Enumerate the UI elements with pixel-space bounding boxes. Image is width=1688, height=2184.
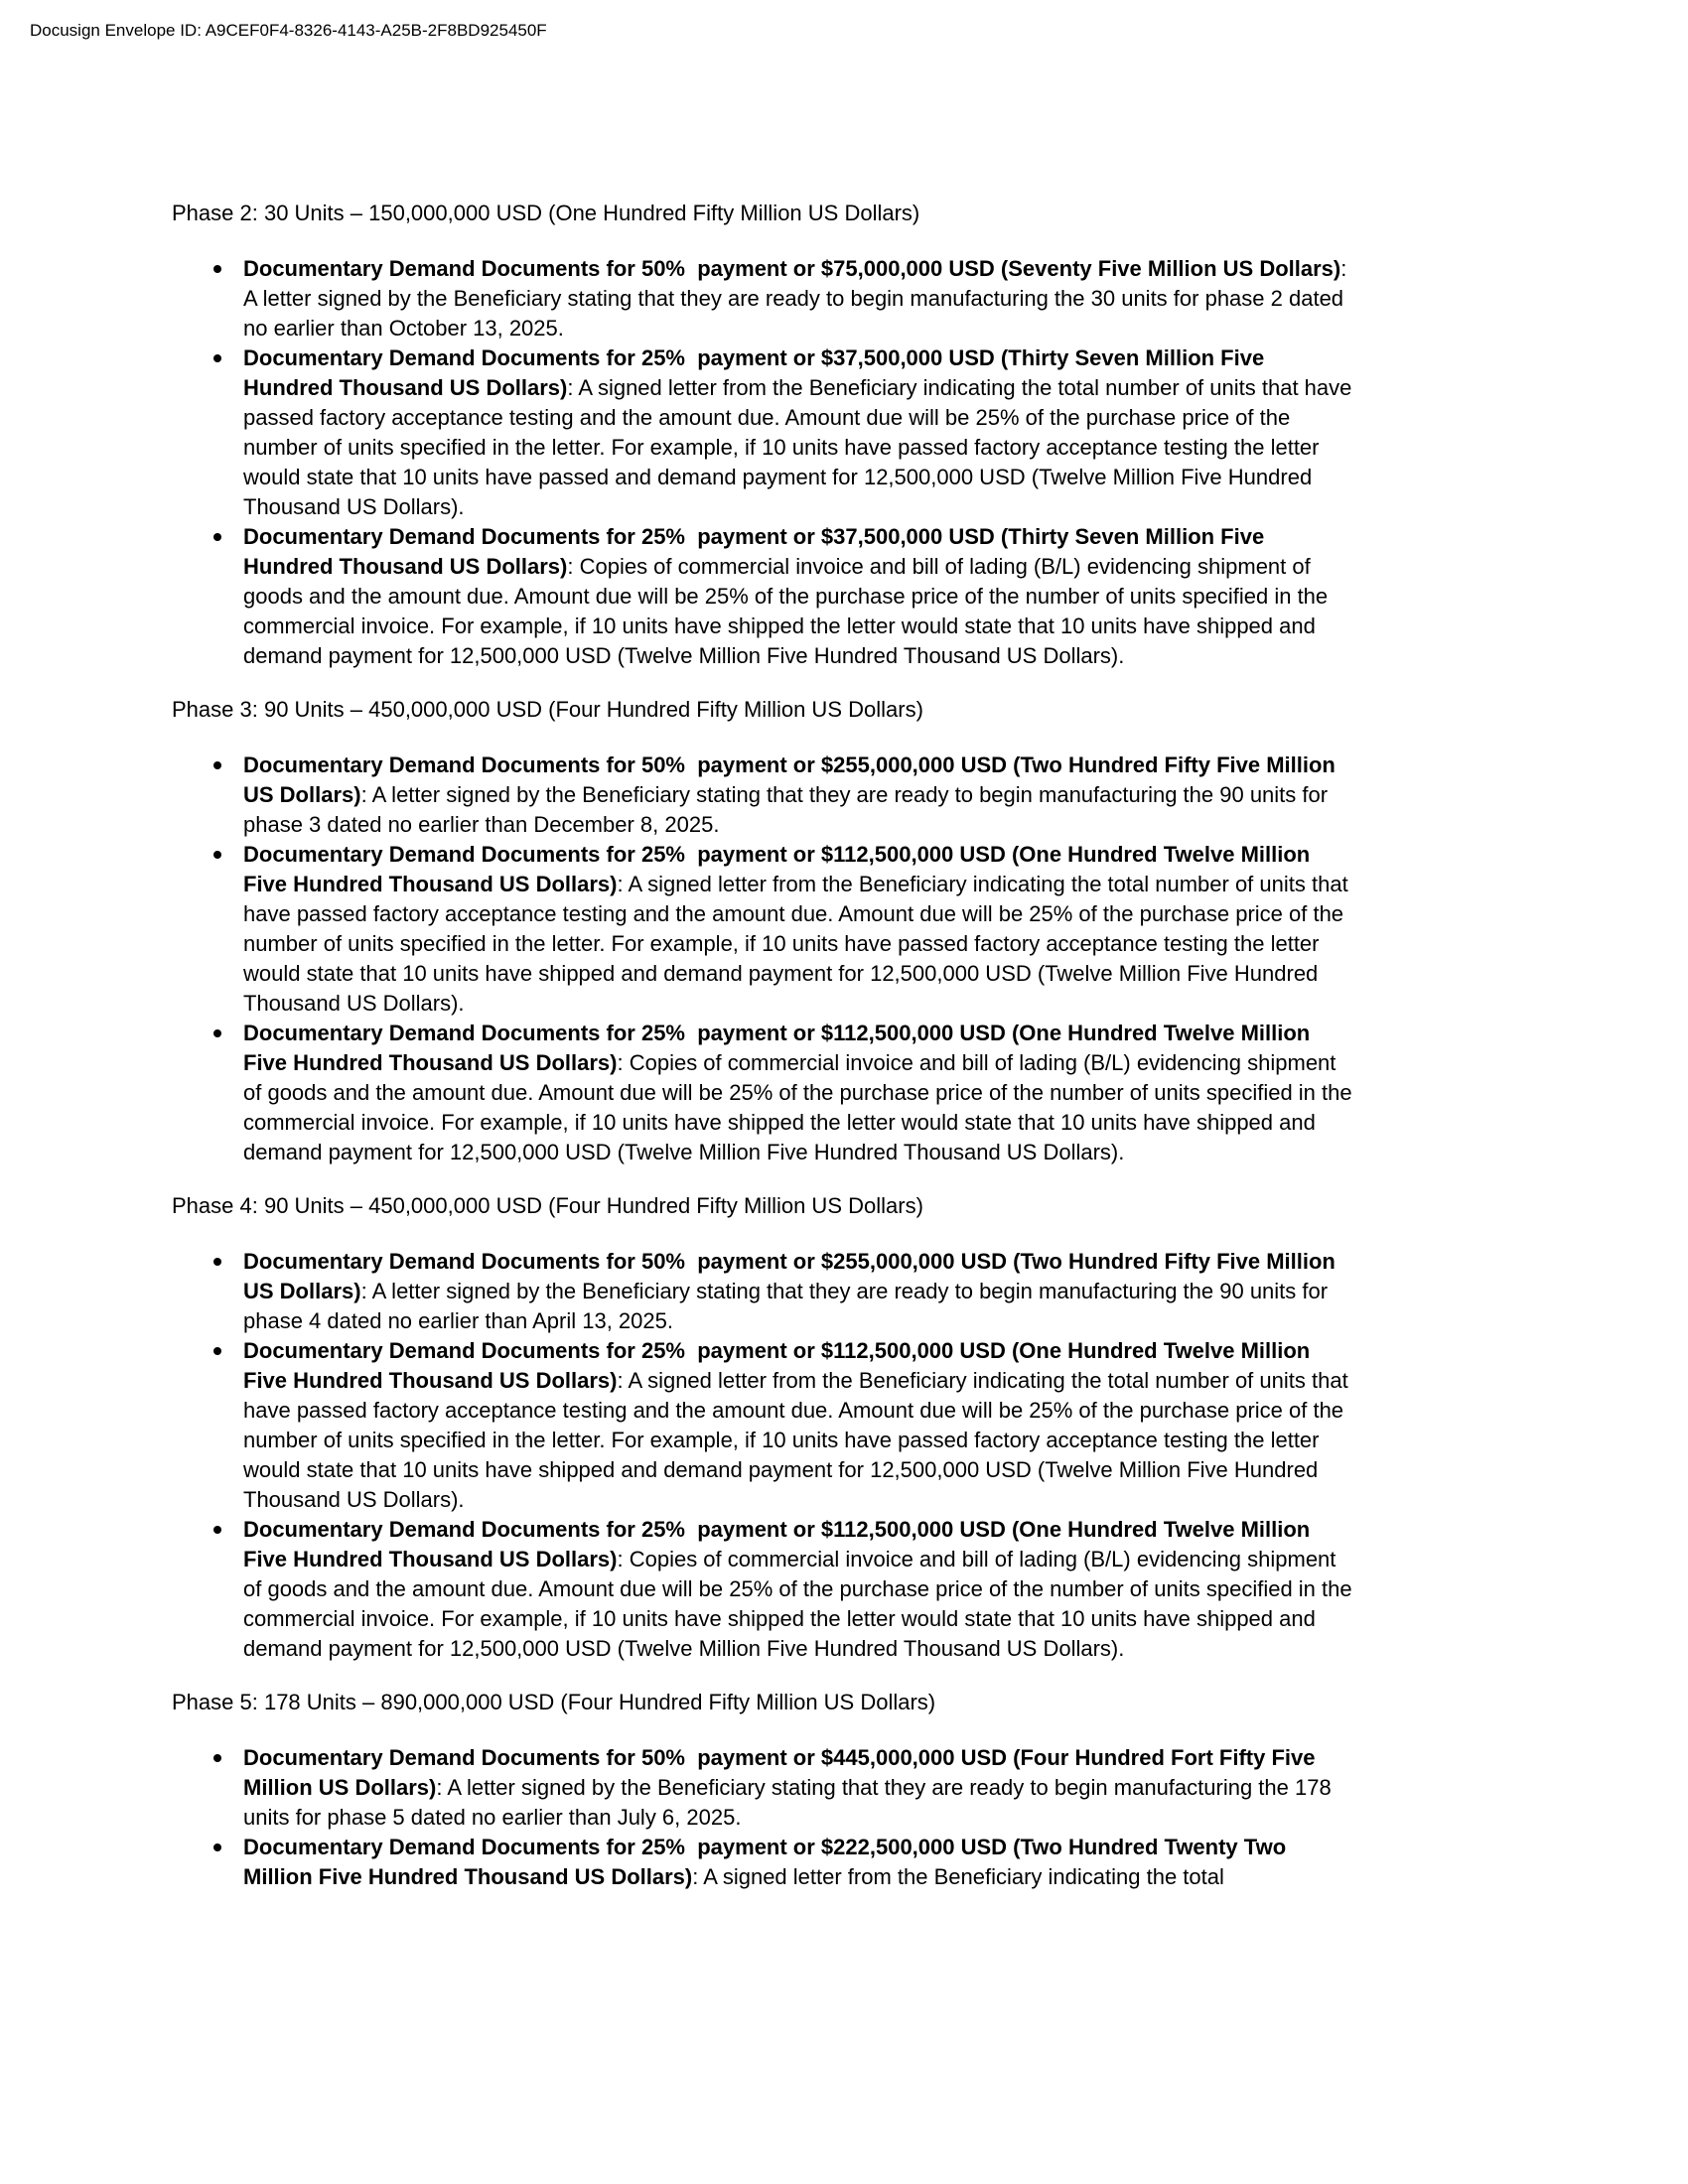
bullet-bold-lead: Documentary Demand Documents for 50% payment or $75,000,000 USD (Seventy Five Million US Dollars) bbox=[243, 256, 1341, 281]
bullet-text bbox=[243, 1515, 1355, 1664]
bullet-body: : Copies of commercial invoice and bill of lading (B/L) evidencing shipment of goods and the amount due. Amount due will be 25% of the purchase price of the number of units specified in the commercial invoice. For example, if 10 units have shipped the letter would state that 10 units have shipped and demand payment for 12,500,000 USD (Twelve Million Five Hundred Thousand US Dollars). bbox=[243, 1547, 1352, 1661]
bullet-list bbox=[172, 1247, 1482, 1664]
bullet-icon bbox=[213, 840, 243, 859]
bullet-text bbox=[243, 1019, 1355, 1167]
bullet-bold-lead: Documentary Demand Documents for 25% payment or $112,500,000 USD (One Hundred Twelve Million Five Hundred Thousand US Dollars) bbox=[243, 1517, 1311, 1571]
section-phase-2 bbox=[172, 199, 1482, 671]
bullet-item bbox=[172, 1019, 1482, 1167]
bullet-item bbox=[172, 751, 1482, 840]
bullet-body: : A letter signed by the Beneficiary stating that they are ready to begin manufacturing the 178 units for phase 5 dated no earlier than July 6, 2025. bbox=[243, 1775, 1332, 1830]
bullet-text bbox=[243, 1336, 1355, 1515]
section-phase-5 bbox=[172, 1688, 1482, 1892]
bullet-item bbox=[172, 840, 1482, 1019]
bullet-body: : A signed letter from the Beneficiary indicating the total number of units that have passed factory acceptance testing and the amount due. Amount due will be 25% of the purchase price of the number of units specified in the letter. For example, if 10 units have passed factory acceptance testing the letter would state that 10 units have shipped and demand payment for 12,500,000 USD (Twelve Million Five Hundred Thousand US Dollars). bbox=[243, 1368, 1348, 1512]
bullet-bold-lead: Documentary Demand Documents for 50% payment or $255,000,000 USD (Two Hundred Fifty Five Million US Dollars) bbox=[243, 1249, 1336, 1303]
document-body bbox=[172, 199, 1482, 1916]
bullet-bold-lead: Documentary Demand Documents for 25% payment or $37,500,000 USD (Thirty Seven Million Five Hundred Thousand US Dollars) bbox=[243, 524, 1265, 579]
section-phase-3 bbox=[172, 695, 1482, 1167]
bullet-item bbox=[172, 254, 1482, 343]
bullet-text bbox=[243, 1833, 1355, 1892]
bullet-item bbox=[172, 1515, 1482, 1664]
phase-heading: Phase 5: 178 Units – 890,000,000 USD (Four Hundred Fifty Million US Dollars) bbox=[172, 1690, 936, 1714]
bullet-text bbox=[243, 522, 1355, 671]
bullet-body: : A signed letter from the Beneficiary indicating the total bbox=[692, 1864, 1224, 1889]
phase-heading: Phase 3: 90 Units – 450,000,000 USD (Four Hundred Fifty Million US Dollars) bbox=[172, 697, 923, 722]
bullet-bold-lead: Documentary Demand Documents for 50% payment or $445,000,000 USD (Four Hundred Fort Fifty Five Million US Dollars) bbox=[243, 1745, 1316, 1800]
bullet-bold-lead: Documentary Demand Documents for 25% payment or $37,500,000 USD (Thirty Seven Million Five Hundred Thousand US Dollars) bbox=[243, 345, 1265, 400]
bullet-item bbox=[172, 1336, 1482, 1515]
bullet-item bbox=[172, 1247, 1482, 1336]
bullet-icon bbox=[213, 1336, 243, 1355]
phase-heading: Phase 2: 30 Units – 150,000,000 USD (One Hundred Fifty Million US Dollars) bbox=[172, 201, 920, 225]
bullet-text bbox=[243, 1247, 1355, 1336]
bullet-body: : A letter signed by the Beneficiary stating that they are ready to begin manufacturing the 30 units for phase 2 dated no earlier than October 13, 2025. bbox=[243, 256, 1347, 341]
bullet-icon bbox=[213, 343, 243, 362]
bullet-icon bbox=[213, 751, 243, 769]
bullet-text bbox=[243, 840, 1355, 1019]
bullet-icon bbox=[213, 1515, 243, 1534]
bullet-list bbox=[172, 751, 1482, 1167]
bullet-body: : Copies of commercial invoice and bill of lading (B/L) evidencing shipment of goods and the amount due. Amount due will be 25% of the purchase price of the number of units specified in the commercial invoice. For example, if 10 units have shipped the letter would state that 10 units have shipped and demand payment for 12,500,000 USD (Twelve Million Five Hundred Thousand US Dollars). bbox=[243, 1050, 1352, 1164]
bullet-icon bbox=[213, 522, 243, 541]
bullet-icon bbox=[213, 1247, 243, 1266]
bullet-text bbox=[243, 751, 1355, 840]
bullet-icon bbox=[213, 254, 243, 273]
bullet-item bbox=[172, 343, 1482, 522]
bullet-item bbox=[172, 1833, 1482, 1892]
bullet-body: : A letter signed by the Beneficiary stating that they are ready to begin manufacturing the 90 units for phase 3 dated no earlier than December 8, 2025. bbox=[243, 782, 1329, 837]
section-phase-4 bbox=[172, 1191, 1482, 1664]
bullet-text bbox=[243, 1743, 1355, 1833]
bullet-list bbox=[172, 1743, 1482, 1892]
bullet-bold-lead: Documentary Demand Documents for 50% payment or $255,000,000 USD (Two Hundred Fifty Five Million US Dollars) bbox=[243, 752, 1336, 807]
bullet-text bbox=[243, 343, 1355, 522]
envelope-id: Docusign Envelope ID: A9CEF0F4-8326-4143-A25B-2F8BD925450F bbox=[30, 21, 547, 40]
bullet-text bbox=[243, 254, 1355, 343]
phase-heading: Phase 4: 90 Units – 450,000,000 USD (Four Hundred Fifty Million US Dollars) bbox=[172, 1193, 923, 1218]
bullet-item bbox=[172, 1743, 1482, 1833]
bullet-icon bbox=[213, 1833, 243, 1851]
bullet-icon bbox=[213, 1019, 243, 1037]
bullet-bold-lead: Documentary Demand Documents for 25% payment or $112,500,000 USD (One Hundred Twelve Million Five Hundred Thousand US Dollars) bbox=[243, 1021, 1311, 1075]
bullet-bold-lead: Documentary Demand Documents for 25% payment or $222,500,000 USD (Two Hundred Twenty Two Million Five Hundred Thousand US Dollars) bbox=[243, 1835, 1287, 1889]
bullet-body: : A letter signed by the Beneficiary stating that they are ready to begin manufacturing the 90 units for phase 4 dated no earlier than April 13, 2025. bbox=[243, 1279, 1329, 1333]
bullet-item bbox=[172, 522, 1482, 671]
bullet-icon bbox=[213, 1743, 243, 1762]
bullet-body: : A signed letter from the Beneficiary indicating the total number of units that have passed factory acceptance testing and the amount due. Amount due will be 25% of the purchase price of the number of units specified in the letter. For example, if 10 units have passed factory acceptance testing the letter would state that 10 units have shipped and demand payment for 12,500,000 USD (Twelve Million Five Hundred Thousand US Dollars). bbox=[243, 872, 1348, 1016]
bullet-bold-lead: Documentary Demand Documents for 25% payment or $112,500,000 USD (One Hundred Twelve Million Five Hundred Thousand US Dollars) bbox=[243, 1338, 1311, 1393]
bullet-body: : A signed letter from the Beneficiary indicating the total number of units that have passed factory acceptance testing and the amount due. Amount due will be 25% of the purchase price of the number of units specified in the letter. For example, if 10 units have passed factory acceptance testing the letter would state that 10 units have passed and demand payment for 12,500,000 USD (Twelve Million Five Hundred Thousand US Dollars). bbox=[243, 375, 1352, 519]
bullet-list bbox=[172, 254, 1482, 671]
bullet-body: : Copies of commercial invoice and bill of lading (B/L) evidencing shipment of goods and the amount due. Amount due will be 25% of the purchase price of the number of units specified in the commercial invoice. For example, if 10 units have shipped the letter would state that 10 units have shipped and demand payment for 12,500,000 USD (Twelve Million Five Hundred Thousand US Dollars). bbox=[243, 554, 1329, 668]
bullet-bold-lead: Documentary Demand Documents for 25% payment or $112,500,000 USD (One Hundred Twelve Million Five Hundred Thousand US Dollars) bbox=[243, 842, 1311, 896]
